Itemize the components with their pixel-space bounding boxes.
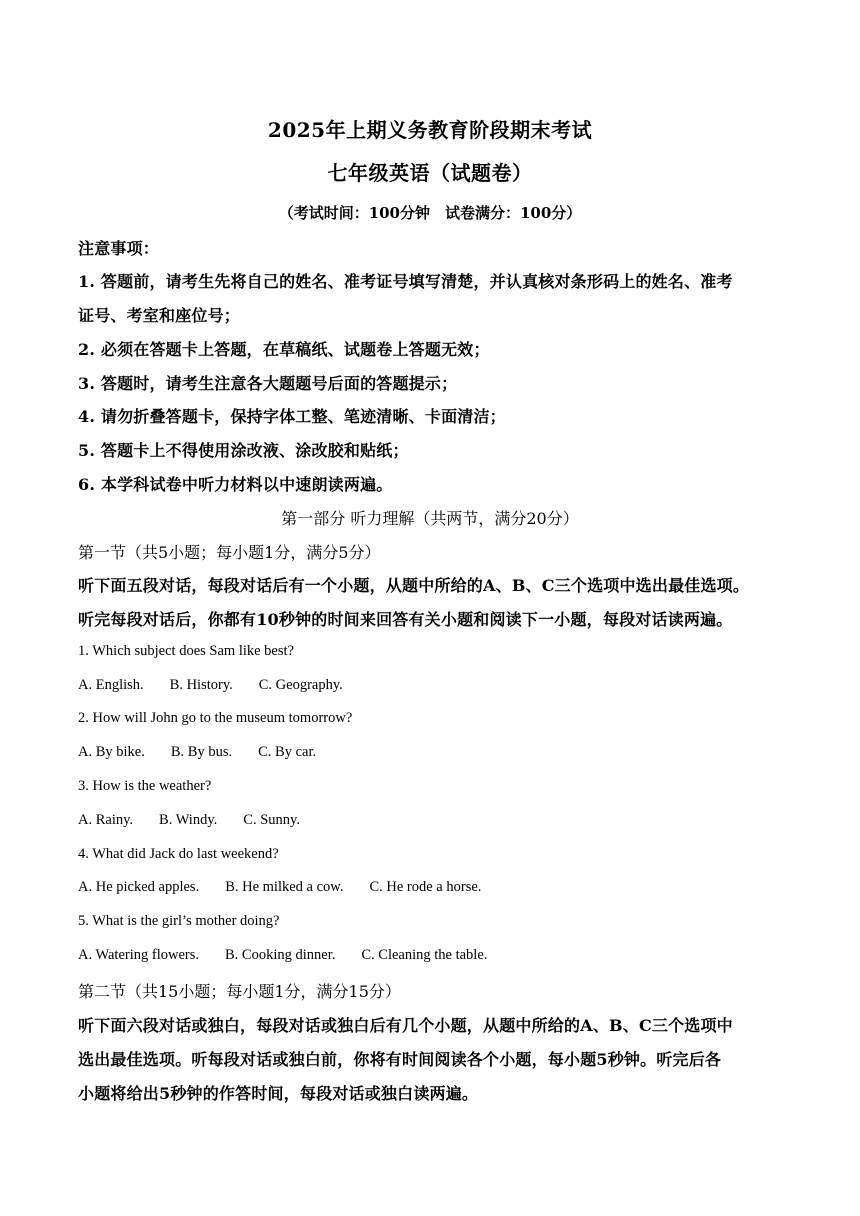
option-c: C. Geography.: [258, 677, 343, 693]
question-4-options: [78, 879, 790, 896]
page-subtitle: 七年级英语（试题卷）: [327, 161, 533, 185]
question-1-options: [78, 677, 790, 694]
option-a: A. Rainy.: [78, 812, 134, 828]
question-2: 2. How will John go to the museum tomorrow?: [78, 710, 353, 726]
part-heading: 第一部分 听力理解（共两节，满分20分）: [281, 509, 579, 528]
question-1: 1. Which subject does Sam like best?: [78, 643, 294, 659]
section-heading: 第一节（共5小题；每小题1分，满分5分）: [78, 543, 381, 562]
notice-heading: 注意事项：: [78, 239, 160, 258]
option-c: C. By car.: [258, 744, 317, 760]
notice-item: 1. 答题前，请考生先将自己的姓名、准考证号填写清楚，并认真核对条形码上的姓名、准考: [78, 272, 733, 291]
page-title: 2025年上期义务教育阶段期末考试: [267, 118, 593, 142]
question-4: 4. What did Jack do last weekend?: [78, 846, 279, 862]
question-3: 3. How is the weather?: [78, 778, 212, 794]
option-b: B. By bus.: [170, 744, 233, 760]
section-instruction: 听下面五段对话，每段对话后有一个小题，从题中所给的A、B、C三个选项中选出最佳选项。: [78, 576, 750, 595]
section-instruction: 选出最佳选项。听每段对话或独白前，你将有时间阅读各个小题，每小题5秒钟。听完后各: [78, 1050, 722, 1069]
option-c: C. He rode a horse.: [369, 879, 482, 895]
notice-item: 4. 请勿折叠答题卡，保持字体工整、笔迹清晰、卡面清洁；: [78, 407, 506, 426]
question-5-options: [78, 947, 790, 964]
option-a: A. He picked apples.: [78, 879, 200, 895]
question-5: 5. What is the girl’s mother doing?: [78, 913, 280, 929]
option-a: A. By bike.: [78, 744, 145, 760]
option-a: A. English.: [78, 677, 144, 693]
option-b: B. He milked a cow.: [225, 879, 344, 895]
section-instruction: 听下面六段对话或独白，每段对话或独白后有几个小题，从题中所给的A、B、C三个选项中: [78, 1016, 733, 1035]
notice-item: 6. 本学科试卷中听力材料以中速朗读两遍。: [78, 475, 393, 494]
question-3-options: [78, 812, 790, 829]
notice-item: 3. 答题时，请考生注意各大题题号后面的答题提示；: [78, 374, 458, 393]
notice-item: 证号、考室和座位号；: [78, 306, 241, 325]
section-instruction: 听完每段对话后，你都有10秒钟的时间来回答有关小题和阅读下一小题，每段对话读两遍。: [78, 610, 733, 629]
option-a: A. Watering flowers.: [78, 947, 199, 963]
option-b: B. Cooking dinner.: [224, 947, 336, 963]
section-heading: 第二节（共15小题；每小题1分，满分15分）: [78, 982, 401, 1001]
exam-info: （考试时间：100分钟 试卷满分：100分）: [278, 204, 582, 222]
option-c: C. Cleaning the table.: [361, 947, 488, 963]
section-instruction: 小题将给出5秒钟的作答时间，每段对话或独白读两遍。: [78, 1084, 479, 1103]
option-c: C. Sunny.: [243, 812, 300, 828]
option-b: B. Windy.: [159, 812, 218, 828]
notice-item: 2. 必须在答题卡上答题，在草稿纸、试题卷上答题无效；: [78, 340, 490, 359]
option-b: B. History.: [169, 677, 233, 693]
question-2-options: [78, 744, 790, 761]
notice-item: 5. 答题卡上不得使用涂改液、涂改胶和贴纸；: [78, 441, 409, 460]
